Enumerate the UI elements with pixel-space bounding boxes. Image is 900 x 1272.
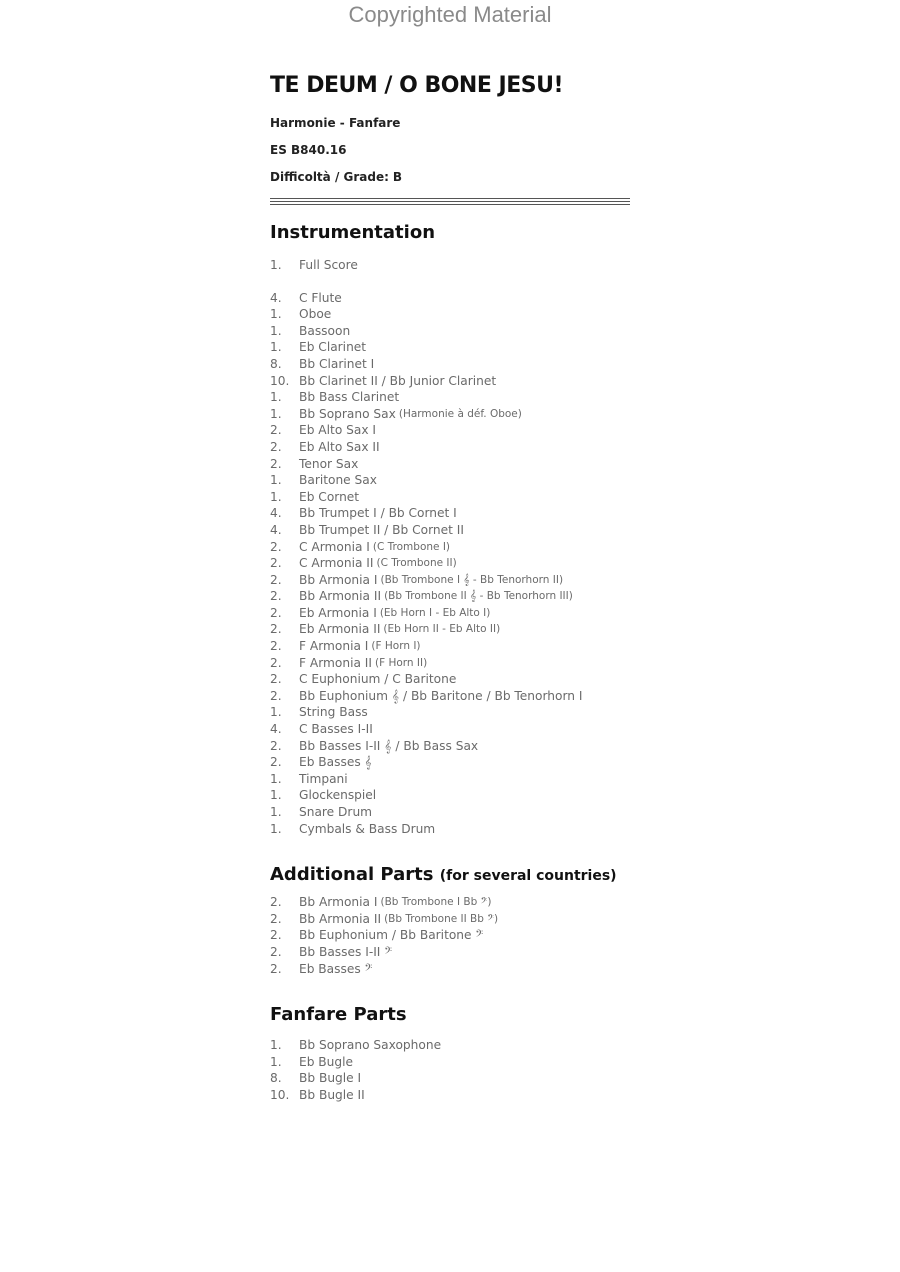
part-item	[270, 1087, 630, 1104]
part-item	[270, 605, 630, 622]
part-quantity: 2.	[270, 456, 282, 471]
instrumentation-list	[270, 290, 630, 838]
part-item	[270, 704, 630, 721]
part-item	[270, 406, 630, 423]
part-name: Eb Alto Sax I	[299, 423, 377, 438]
part-item	[270, 671, 630, 688]
part-quantity: 2.	[270, 605, 282, 620]
part-name: C Armonia I	[299, 539, 370, 554]
fanfare-parts-heading: Fanfare Parts	[270, 1004, 407, 1026]
part-name: Glockenspiel	[299, 788, 377, 803]
part-name: Bb Armonia II	[299, 589, 382, 604]
part-note: (Harmonie à déf. Oboe)	[398, 407, 522, 420]
part-quantity: 2.	[270, 539, 282, 554]
part-name: Bb Soprano Sax	[299, 406, 396, 421]
part-name: Eb Basses 𝄢	[299, 961, 373, 976]
part-quantity: 1.	[270, 788, 282, 803]
part-name: Bb Euphonium / Bb Baritone 𝄢	[299, 928, 484, 943]
part-quantity: 1.	[270, 406, 282, 421]
part-note: (Bb Trombone II 𝄞 - Bb Tenorhorn III)	[384, 590, 573, 603]
part-quantity: 1.	[270, 771, 282, 786]
part-note: (Bb Trombone II Bb 𝄢)	[384, 912, 499, 925]
part-quantity: 1.	[270, 323, 282, 338]
part-item	[270, 257, 630, 274]
part-name: Bb Trumpet I / Bb Cornet I	[299, 506, 457, 521]
part-item	[270, 522, 630, 539]
part-quantity: 2.	[270, 556, 282, 571]
part-name: Bb Bugle I	[299, 1071, 362, 1086]
part-item	[270, 356, 630, 373]
watermark-text: Copyrighted Material	[348, 2, 552, 27]
part-quantity: 2.	[270, 655, 282, 670]
part-name: Eb Armonia I	[299, 605, 377, 620]
part-item	[270, 927, 630, 944]
part-quantity: 2.	[270, 961, 282, 976]
part-item	[270, 555, 630, 572]
part-quantity: 2.	[270, 639, 282, 654]
additional-parts-list	[270, 894, 630, 977]
part-quantity: 1.	[270, 821, 282, 836]
part-name: String Bass	[299, 705, 368, 720]
part-name: Bb Clarinet II / Bb Junior Clarinet	[299, 373, 497, 388]
part-name: Bb Bugle II	[299, 1087, 365, 1102]
part-name: Timpani	[299, 771, 348, 786]
part-item	[270, 539, 630, 556]
part-name: F Armonia II	[299, 655, 372, 670]
part-quantity: 2.	[270, 738, 282, 753]
part-item	[270, 472, 630, 489]
fanfare-parts-list	[270, 1037, 630, 1103]
part-note: (F Horn I)	[371, 640, 421, 653]
part-name: Bb Soprano Saxophone	[299, 1038, 442, 1053]
part-quantity: 1.	[270, 307, 282, 322]
part-item	[270, 439, 630, 456]
part-name: Bb Trumpet II / Bb Cornet II	[299, 522, 464, 537]
part-item	[270, 738, 630, 755]
part-item	[270, 787, 630, 804]
part-name: Bb Armonia I	[299, 895, 378, 910]
part-quantity: 1.	[270, 705, 282, 720]
divider-line	[270, 201, 630, 202]
part-quantity: 10.	[270, 1087, 290, 1102]
part-name: Eb Alto Sax II	[299, 439, 380, 454]
part-quantity: 1.	[270, 805, 282, 819]
part-name: Bb Armonia I	[299, 572, 378, 587]
part-item	[270, 505, 630, 522]
part-quantity: 1.	[270, 473, 282, 488]
part-item	[270, 323, 630, 340]
divider-line	[270, 204, 630, 205]
part-name: C Flute	[299, 290, 342, 305]
part-item	[270, 588, 630, 605]
part-item	[270, 422, 630, 439]
grade-line	[270, 164, 630, 191]
instrumentation-heading: Instrumentation	[270, 222, 436, 243]
part-item	[270, 638, 630, 655]
score-list	[270, 257, 630, 274]
part-quantity: 2.	[270, 755, 282, 770]
divider-line	[270, 198, 630, 199]
part-item	[270, 306, 630, 323]
part-name: Bassoon	[299, 323, 351, 338]
part-item	[270, 389, 630, 406]
part-name: Bb Armonia II	[299, 911, 382, 926]
part-name: Snare Drum	[299, 805, 373, 819]
part-item	[270, 1070, 630, 1087]
part-note: (Bb Trombone I Bb 𝄢)	[380, 896, 492, 909]
part-quantity: 1.	[270, 1038, 282, 1053]
part-name: C Armonia II	[299, 556, 374, 571]
part-quantity: 4.	[270, 290, 282, 305]
part-name: Eb Bugle	[299, 1054, 354, 1069]
additional-parts-title: Additional Parts	[270, 864, 434, 886]
part-name: Bb Bass Clarinet	[299, 390, 400, 405]
part-quantity: 4.	[270, 506, 282, 521]
part-quantity: 8.	[270, 356, 282, 371]
part-quantity: 2.	[270, 589, 282, 604]
part-name: C Basses I-II	[299, 722, 373, 737]
part-quantity: 1.	[270, 258, 282, 272]
part-note: (C Trombone II)	[376, 557, 457, 570]
part-quantity: 4.	[270, 722, 282, 737]
part-item	[270, 804, 630, 821]
part-item	[270, 1037, 630, 1054]
part-item	[270, 456, 630, 473]
part-quantity: 2.	[270, 911, 282, 926]
part-name: Bb Euphonium 𝄞 / Bb Baritone / Bb Tenorhorn I	[299, 688, 583, 703]
document-body	[270, 70, 630, 1104]
part-quantity: 1.	[270, 390, 282, 405]
part-note: (Eb Horn II - Eb Alto II)	[383, 623, 501, 636]
part-quantity: 2.	[270, 423, 282, 438]
grade-value: B	[392, 170, 403, 184]
part-quantity: 2.	[270, 928, 282, 943]
part-name: Eb Basses 𝄞	[299, 755, 372, 770]
part-item	[270, 721, 630, 738]
part-name: Oboe	[299, 307, 332, 322]
part-name: Eb Cornet	[299, 489, 360, 504]
additional-parts-note: (for several countries)	[439, 868, 617, 885]
part-quantity: 2.	[270, 622, 282, 637]
part-item	[270, 961, 630, 978]
part-quantity: 2.	[270, 672, 282, 687]
part-quantity: 2.	[270, 944, 282, 959]
part-quantity: 2.	[270, 895, 282, 910]
part-item	[270, 911, 630, 928]
part-quantity: 2.	[270, 688, 282, 703]
part-item	[270, 489, 630, 506]
part-quantity: 1.	[270, 489, 282, 504]
part-item	[270, 572, 630, 589]
part-quantity: 4.	[270, 522, 282, 537]
additional-parts-heading	[270, 863, 630, 888]
part-note: (Bb Trombone I 𝄞 - Bb Tenorhorn II)	[380, 573, 564, 586]
part-item	[270, 290, 630, 307]
part-note: (Eb Horn I - Eb Alto I)	[379, 606, 491, 619]
part-quantity: 8.	[270, 1071, 282, 1086]
part-name: Baritone Sax	[299, 473, 377, 488]
part-item	[270, 621, 630, 638]
double-rule-divider	[270, 198, 630, 205]
part-name: Tenor Sax	[299, 456, 359, 471]
part-name: Bb Clarinet I	[299, 356, 375, 371]
part-item	[270, 1054, 630, 1071]
part-item	[270, 894, 630, 911]
part-quantity: 1.	[270, 340, 282, 355]
part-name: Cymbals & Bass Drum	[299, 821, 436, 836]
grade-label: Difficoltà / Grade:	[270, 170, 389, 184]
part-item	[270, 754, 630, 771]
part-item	[270, 821, 630, 838]
catalog-number: ES B840.16	[270, 143, 347, 157]
ensemble-type: Harmonie - Fanfare	[270, 116, 401, 130]
part-item	[270, 373, 630, 390]
part-name: Bb Basses I-II 𝄞 / Bb Bass Sax	[299, 738, 479, 753]
part-note: (C Trombone I)	[372, 540, 451, 553]
part-item	[270, 339, 630, 356]
part-item	[270, 688, 630, 705]
part-name: F Armonia I	[299, 639, 369, 654]
part-name: Eb Clarinet	[299, 340, 367, 355]
part-note: (F Horn II)	[375, 656, 428, 669]
part-quantity: 1.	[270, 1054, 282, 1069]
part-quantity: 10.	[270, 373, 290, 388]
part-name: Full Score	[299, 258, 358, 272]
part-name: Bb Basses I-II 𝄢	[299, 944, 393, 959]
part-quantity: 2.	[270, 572, 282, 587]
part-name: C Euphonium / C Baritone	[299, 672, 457, 687]
part-quantity: 2.	[270, 439, 282, 454]
part-item	[270, 771, 630, 788]
part-item	[270, 944, 630, 961]
part-name: Eb Armonia II	[299, 622, 381, 637]
piece-title: TE DEUM / O BONE JESU!	[270, 73, 563, 98]
part-item	[270, 655, 630, 672]
